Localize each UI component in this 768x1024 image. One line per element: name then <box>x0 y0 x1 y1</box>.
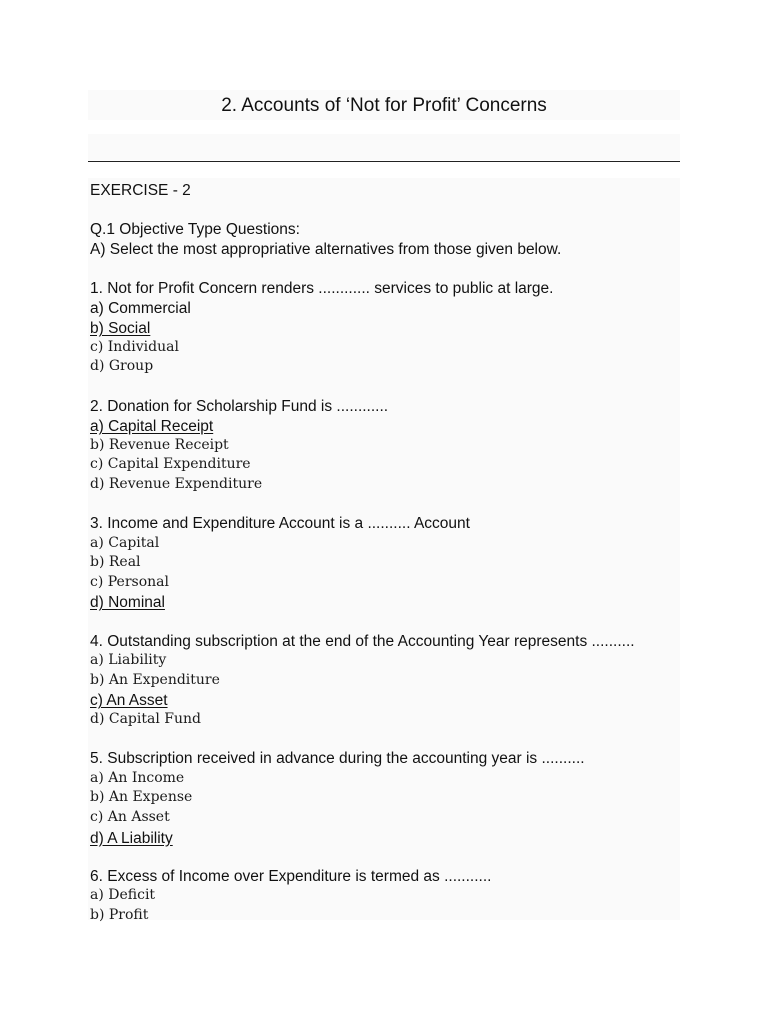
option: a) Commercial <box>90 299 191 317</box>
option: a) Liability <box>90 652 167 669</box>
correct-option: d) Nominal <box>90 594 165 612</box>
question-block <box>90 514 680 612</box>
question-text: 6. Excess of Income over Expenditure is termed as ........... <box>90 867 492 885</box>
option: c) An Asset <box>90 809 170 825</box>
subtitle-band <box>88 134 680 160</box>
correct-option: a) Capital Receipt <box>90 418 214 436</box>
question-block <box>90 749 680 847</box>
correct-option: b) Social <box>90 320 151 338</box>
option: a) An Income <box>90 769 185 786</box>
correct-option: d) A Liability <box>90 829 173 847</box>
question-block <box>90 397 680 495</box>
page-title: 2. Accounts of ‘Not for Profit’ Concerns <box>221 95 547 116</box>
question-block <box>90 867 680 926</box>
question-text: 2. Donation for Scholarship Fund is ............ <box>90 397 389 415</box>
option: c) Capital Expenditure <box>90 456 251 473</box>
question-text: 1. Not for Profit Concern renders ............ services to public at large. <box>90 279 554 297</box>
option: c) Personal <box>90 573 169 590</box>
question-text: 4. Outstanding subscription at the end of the Accounting Year represents .......... <box>90 632 635 650</box>
option: b) Real <box>90 554 141 571</box>
option: d) Revenue Expenditure <box>90 475 263 492</box>
option: a) Capital <box>90 534 160 551</box>
instruction-text: A) Select the most appropriative alternatives from those given below. <box>90 240 562 258</box>
section-heading: Q.1 Objective Type Questions: <box>90 221 300 239</box>
exercise-content <box>90 181 680 926</box>
question-text: 5. Subscription received in advance during the accounting year is .......... <box>90 750 585 768</box>
question-block <box>90 632 680 730</box>
exercise-heading: EXERCISE - 2 <box>90 182 191 199</box>
option: d) Capital Fund <box>90 711 201 728</box>
option: b) An Expenditure <box>90 671 220 688</box>
option: b) Profit <box>90 906 149 923</box>
horizontal-rule <box>88 161 680 162</box>
option: a) Deficit <box>90 887 156 904</box>
correct-option: c) An Asset <box>90 692 168 710</box>
option: c) Individual <box>90 338 179 355</box>
option: d) Group <box>90 358 154 375</box>
question-block <box>90 279 680 377</box>
question-text: 3. Income and Expenditure Account is a .......... Account <box>90 515 470 533</box>
option: b) Revenue Receipt <box>90 436 229 453</box>
option: b) An Expense <box>90 789 193 806</box>
